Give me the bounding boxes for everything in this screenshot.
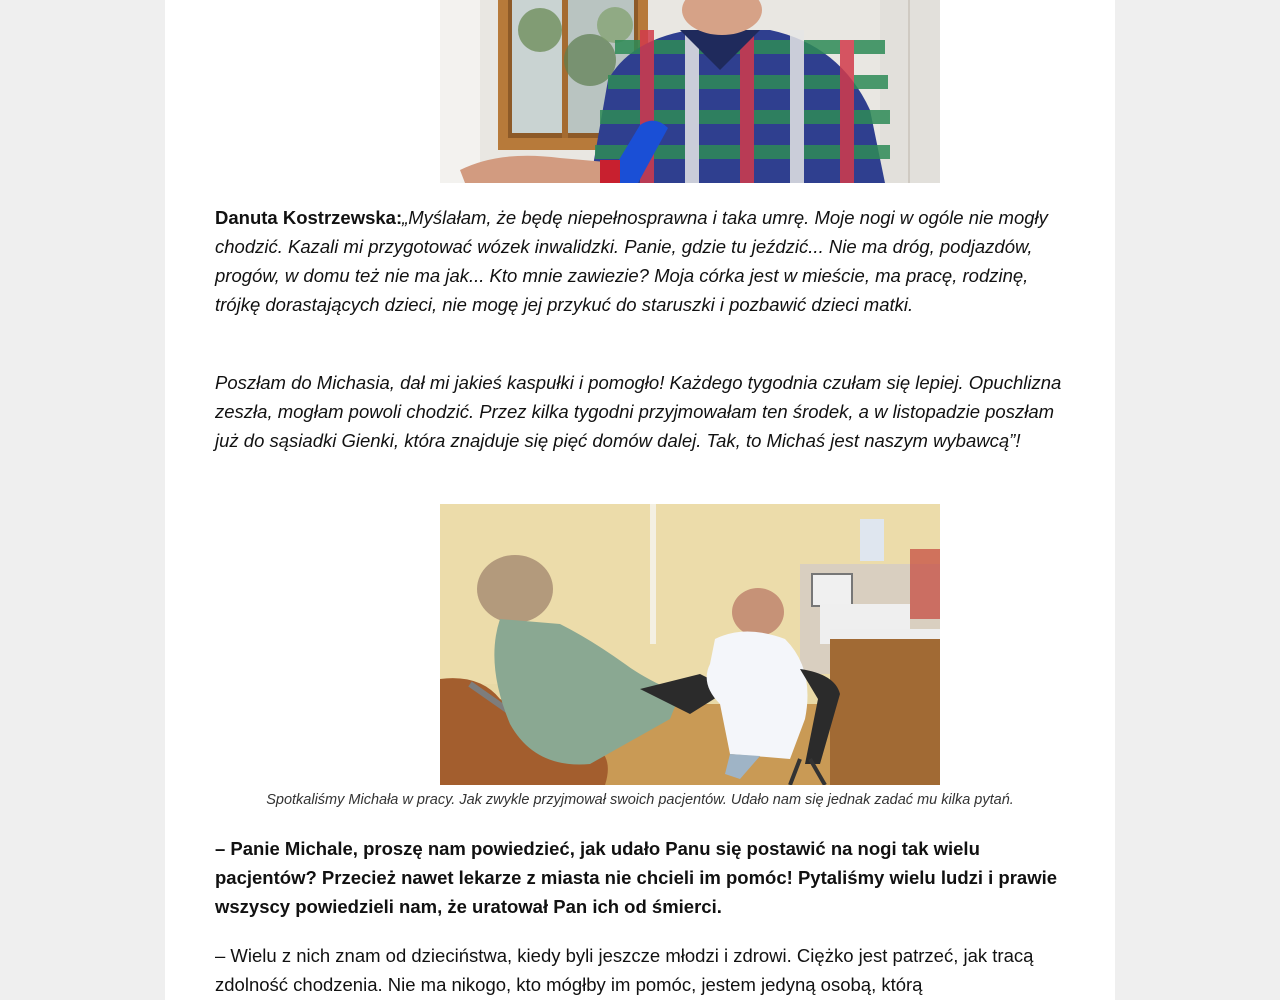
interview-question: – Panie Michale, proszę nam powiedzieć, jak udało Panu się postawić na nogi tak wielu pacjentów? Przecież nawet lekarze z miasta nie chcieli im pomóc! Pytaliśmy wielu ludzi i prawie wszyscy powiedzieli nam, że uratował Pan ich od śmierci.: [215, 838, 1058, 917]
quote-continued: Poszłam do Michasia, dał mi jakieś kaspułki i pomogło! Każdego tygodnia czułam się lepiej. Opuchlizna zeszła, mogłam powoli chodzić. Przez kilka tygodni przyjmowałam ten środek, a w listopadzie poszłam już do sąsiadki Gienki, która znajduje się pięć domów dalej. Tak, to Michaś jest naszym wybawcą”!: [215, 372, 1062, 451]
interview-photo: [440, 0, 940, 183]
article-page: [165, 0, 1115, 1000]
interview-answer: – Wielu z nich znam od dzieciństwa, kiedy byli jeszcze młodzi i zdrowi. Ciężko jest patrzeć, jak tracą zdolność chodzenia. Nie ma nikogo, kto mógłby im pomóc, jestem jedyną osobą, którą: [215, 945, 1034, 995]
quote-text: „Myślałam, że będę niepełnosprawna i taka umrę. Moje nogi w ogóle nie mogły chodzić. Kazali mi przygotować wózek inwalidzki. Panie, gdzie tu jeździć... Nie ma dróg, podjazdów, progów, w domu też nie ma jak... Kto mnie zawiezie? Moja córka jest w mieście, ma pracę, rodzinę, trójkę dorastających dzieci, nie mogę jej przykuć do staruszki i pozbawić dzieci matki.: [215, 207, 1048, 315]
doctor-patient-photo: [440, 504, 940, 785]
speaker-name: Danuta Kostrzewska:: [215, 207, 403, 228]
photo-caption: Spotkaliśmy Michała w pracy. Jak zwykle przyjmował swoich pacjentów. Udało nam się jednak zadać mu kilka pytań.: [266, 792, 1014, 808]
quote-danuta: [215, 203, 1065, 319]
